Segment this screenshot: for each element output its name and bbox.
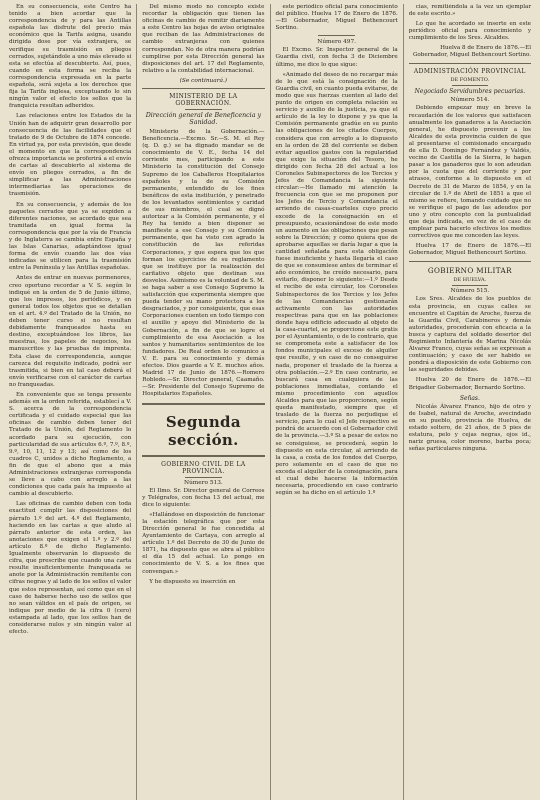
paragraph: Las oficinas de cambio deben con toda exactitud cumplir las disposiciones del párrafo 1.º del art. 4.º del Reglamento, haciendo en las cartas a que aludo al párrafo anterior de esta orden, las anotaciones que exigen el 1.º y 2.º del artículo 8.º de dicho Reglamento. Igualmente observarán lo dispuesto de cifra, que prescribe que cuando una carta resulte insuficientemente franqueada se anote por la Administración remitente con cifras negras y al lado de los sellos el valor que estos representan, así como que en el caso de haberse hecho uso de sellos que no sean válidos en el país de origen, se indique por medio de la cifra 0 (cero) estampada al lado, que los sellos han de considerarse nulos y sin ningún valor al efecto.: [9, 501, 132, 636]
senas-title: Señas.: [459, 394, 480, 402]
paragraph: Debiendo empezar muy en breve la recaudación de los valores que satisfacen anualmente los ganaderos a la Asociación general, he dispuesto prevenir a los Alcaldes de esta provincia cuiden de que al presentarse el comisionado encargado de ella D. Domingo Fernández y Valdés, vecino de Castilla de la Sierra, le hagan pasar a los ganaderos que lo son adeudan por la cuota que del corriente y por atrasos, conforme a lo dispuesto en el Decreto de 31 de Marzo de 1854, y en la circular de 1.º de Abril de 1851 a que el mismo se refiere, tomando cuidado que no se verifique el pago de las adeudos por uno y otro concepto con la puntualidad que deja indicada, en vez de el caso de emplear para hacerlo efectivos los medios correctivos que me conceden las leyes.: [408, 105, 531, 240]
signature: Huelva 8 de Enero de 1876.—El Gobernador, Miguel Bethencourt Sortino.: [412, 45, 531, 59]
divider: [409, 63, 531, 64]
divider: [142, 455, 264, 457]
paragraph: Lo que he acordado se inserte en este periódico oficial para conocimiento y cumplimiento de los Sres. Alcaldes.: [408, 21, 531, 42]
administration-subtitle: DE FOMENTO.: [450, 77, 490, 84]
divider: [452, 85, 489, 86]
paragraph: El Ilmo. Sr. Director general de Correos y Telégrafos, con fecha 13 del actual, me dice lo siguiente:: [142, 487, 265, 508]
administration-title: ADMINISTRACIÓN PROVINCIAL: [413, 68, 526, 76]
divider: [409, 261, 531, 262]
paragraph: En su consecuencia, este Centro ha tenido a bien acordar que la correspondencia de y para las Antillas española las disfrute del precio más económico que la Tarifa asigna, usando dirigida dose por vía extranjera, se verifique su trasmisión en pliegos cerrados, sujetándole a uno más elevado si esta se efectúa al descubierto. Así, pues, cuando en esta forma se reciba la correspondencia expresada en la parte española, será sujeta a los derechos que fija la Tarifa inglesa, exceptuando lo sin ningún valor el efecto los sellos que la franquicia resultan adheridos.: [9, 4, 132, 110]
divider: [142, 88, 264, 89]
column-2: [137, 4, 270, 800]
paragraph: «Hallándose en disposición de funcionar la estación telegráfica que por esta Dirección general le fue concedida al Ayuntamiento de Cartaya, con arreglo al artículo 1.º del Decreto de 30 de Junio de 1871, ha dispuesto que se abra al público el día 15 del actual. Lo pongo en conocimiento de V. S. a los fines que convengan.»: [142, 511, 265, 575]
paragraph: cias, remitiéndola a la vez un ejemplar de este escrito.»: [408, 4, 531, 18]
notice-number: Número 515.: [450, 288, 490, 295]
column-1: [4, 4, 137, 800]
government-title: GOBIERNO CIVIL DE LA PROVINCIA.: [161, 460, 246, 475]
paragraph: Ministerio de la Gobernación.— Beneficencia.—Excmo. Sr.—S. M. el Rey (q. D. g.) se ha dignado mandar se de conocimiento de V. E., fecha 14 del corriente mes, participando a este Ministerio la constitución del Consejo Supremo de los Caballeros Hospitalarios españoles y la de su Comisión permanente, entendido de los fines benéficos de esta institución, y penetrado de los levantados sentimientos y caridad de sus miembros, el cual se dignó autorizar a la Comisión permanente, y el Rey ha tenido a bien disponer se manifieste a ese Consejo y su Comisión permanente, que ha visto con agrado la constitución de las referidas Corporaciones, y que espera que los que forman los ejercicios de su reglamento que se instituye por la realización del caritativo objeto que destinan sus desvelos. Asimismo es la voluntad de S. M. se haga saber a ese Consejo Supremo la satisfacción que experimenta siempre que pueda tender su mano protectora a los desgraciados, y por consiguiente, que esas Corporaciones cuenten en todo tiempo con el auxilio y apoyo del Ministerio de la Gobernación, a fin de que se logre el cumplimiento de esa Asociación a los santos y humanitarios sentimientos de los fundadores. De Real orden lo comunico a V. E. para su conocimiento y demás efectos. Dios guarde a V. E. muchos años. Madrid 17 de Junio de 1876.—Romero Robledo.—Sr. Director general, Caamaño.—Sr. Presidente del Consejo Supremo de Hospitalarios Españoles.: [142, 128, 265, 398]
divider: [318, 35, 355, 36]
paragraph: Los Sres. Alcaldes de los pueblos de esta provincia, en cuyas calles se encuentre el Capitán de Aroche, fuerza de la Guardia Civil, Carabineros y demás autoridades, procederán con eficacia a la busca y captura del soldado desertor del Regimiento Infantería de Marina Nicolás Álvarez Franco, cuyas señas se expresan a continuación; y caso de ser habido se pondrá a disposición de este Gobierno con las seguridades debidas.: [408, 296, 531, 374]
paragraph: Las relaciones entre los Estados de la Unión han de adquirir gran desarrollo por consecuencia de las facilidades que el tratado de 9 de Octubre de 1874 concede. En virtud ya, por esta previsión, que desde el momento en que la correspondencia ofrezca importancia se proferirá a el envío de cartas al descubierto al sistema de envío en pliegos cerrados, a fin de simplificar a las Administraciones intermediarias las operaciones de trasmisión.: [9, 113, 132, 198]
notice-number: Número 497.: [317, 39, 356, 46]
paragraph: este periódico oficial para conocimiento del público. Huelva 17 de Enero de 1876.—El Gobernador, Miguel Bethencourt Sortino.: [275, 4, 398, 32]
paragraph: Y he dispuesto su inserción en: [149, 578, 236, 585]
paragraph: Huelva 17 de Enero de 1876.—El Gobernador, Miguel Bethencourt Sortino.: [408, 243, 531, 257]
military-title: GOBIERNO MILITAR: [427, 266, 512, 276]
section-subtitle: Dirección general de Beneficencia y Sanidad.: [145, 111, 262, 126]
notice-number: Número 513.: [184, 479, 223, 486]
negociado-title: Negociado Servidumbres pecuarias.: [414, 88, 526, 96]
continues-note: (Se continuará.): [179, 77, 228, 84]
column-3: [271, 4, 404, 800]
paragraph: Antes de entrar en nuevas pormenores, creo oportuno recordar a V. S. según lo indiqué en la orden de 5 de Junio último, que los impresos, los periódicos, y en general todos los objetos que se detallan en el art. 4.º del Tratado de la Unión, no deben tener curso si no resultan debidamente franqueados hasta su destino, exceptuándose los libros, las muestras, los papeles de negocios, los manuscritos y las pruebas de imprenta. Esta clase de correspondencia, aunque carezca del requisito indicado, podrá ser trasmitida, si bien en tal caso deberá el envío verificarse con el carácter de cartas no franqueadas.: [9, 275, 132, 388]
section-title: MINISTERIO DE LA GOBERNACIÓN.: [169, 92, 238, 107]
section-heading: Segunda sección.: [165, 412, 241, 449]
paragraph: En su consecuencia, y además de los paquetes cerrados que ya se expiden a diferentes naciones, se acordado que sea tramitada en igual forma la correspondencia que por la vía de Francia y de Inglaterra se cambia entre España y las Islas Canarias, adaptándose igual forma de envío cuando las dos vías indicadas se utilicen para la trasmisión entre la Península y las Antillas españolas.: [9, 201, 132, 272]
paragraph: En conveniente que se tenga presente además en la orden referida, establecí a V. S. acerca de la correspondencia certificada y el cuidado especial que las oficinas de cambio deben tener del Tratado de la Unión, del Reglamento lo acordado para su ejecución, con particularidad de sus artículos 6.º, 7.º, 8.º, 9.º, 10, 11, 12 y 13; así como de los cuadros C, unidos a dicho Reglamento, a fin de que el abono que a más Administraciones extranjeras corresponda se lleve a cabo con arreglo a las condiciones que cada país ha impuesto al cambio al descubierto.: [9, 391, 132, 498]
divider: [185, 477, 222, 478]
paragraph: El Excmo. Sr. Inspector general de la Guardia civil, con fecha 3 de Diciembre último, me dice lo que sigue:: [275, 47, 398, 68]
paragraph: Nicolás Álvarez Franco, hijo de otro y de Isabel, natural de Aroche, avecindado en su pueblo, provincia de Huelva, de estado soltero, de 21 años, de 5 pies de estatura, pelo y cejas negras, ojos id., nariz gruesa, color moreno, barba poca; señas particulares ninguna.: [408, 403, 531, 453]
divider: [452, 285, 489, 286]
paragraph: Huelva 20 de Enero de 1876.—El Brigadier Gobernador, Bernardo Sortino.: [408, 377, 531, 391]
divider: [142, 403, 264, 405]
notice-number: Número 514.: [450, 97, 490, 104]
column-4: [404, 4, 536, 800]
divider: [185, 109, 222, 110]
military-subtitle: DE HUELVA.: [453, 277, 487, 284]
paragraph: «Animado del deseo de no recargar más de lo que está la consignación de la Guardia civil, en cuanto pueda evitarse, de modo que sus fuerzas cuenten al lado del punto de origen en completa relación su servicio y auxilio de la justicia, ya que el artículo de la ley lo dispone y ya que la Comisión permanente gradúe en su punto las obligaciones de los citados Cuerpos, considera que con arreglo a lo dispuesto en la orden de 28 del corriente se deben evitar aquellos gastos con la regularidad que exige la situación del Tesoro, he dirigido con fecha 28 del actual a los Coroneles Subinspectores de los Tercios y Jefes de Comandancia la siguiente circular:—He llamado mi atención la frecuencia con que se me proponen por los Jefes de Tercio y Comandancia el arriendo de casas-cuarteles cuyo precio excede de la consignación en el presupuesto, ocasionándose de este modo un aumento en las obligaciones que pesan sobre la Dirección; y como quiera que de aprobarse aquellas se daría lugar a que la cantidad señalada para esta obligación fuese insuficiente y hasta llegaría el caso de que se consumiese antes de terminar el año económico, he creído necesario, para evitarlo, disponer lo siguiente:—1.º Desde el recibo de esta circular, los Coroneles Subinspectores de los Tercios y los Jefes de las Comandancias gestionarán activamente con las autoridades respectivas para que en las poblaciones donde haya edificio adecuado al objeto de la casa-cuartel, se proporcione este gratis por el Ayuntamiento, o de lo contrario, que se comprometa este a satisfacer de los fondos municipales el exceso de alquiler que resulte, y en caso de no conseguirse nada, proponer el traslado de la fuerza a otra población.—2.º En caso contrario, se buscará casa en cualquiera de las poblaciones inmediatas, contando el mismo procedimiento con aquellos Alcaldes para que las proporcionen, según queda manifestado, siempre que el traslado de la fuerza no perjudique el servicio, para lo cual el Jefe respectivo se pondrá de acuerdo con el Gobernador civil de la provincia.—3.º Si a pesar de estos no se consiguiese, se procederá, según lo dispuesto en esta circular, al arriendo de la casa, a costa de los fondos del Cuerpo, pero solamente en el caso de que no exceda el alquiler de la consignación, para el cual debe hacerse la información necesaria, procediendo en caso contrario según se ha dicho en el artículo 1.º: [275, 71, 398, 497]
paragraph: Del mismo modo no concepto existe recordar la obligación que tienen las oficinas de cambio de remitir diariamente a este Centro las hojas de aviso originales que reciban de las Administraciones de cambio extranjeras con quienes correspondan. No de otra manera podrían cumplirse por esta Dirección general las disposiciones del art. 17 del Reglamento, relativo a la contabilidad internacional.: [142, 4, 265, 74]
